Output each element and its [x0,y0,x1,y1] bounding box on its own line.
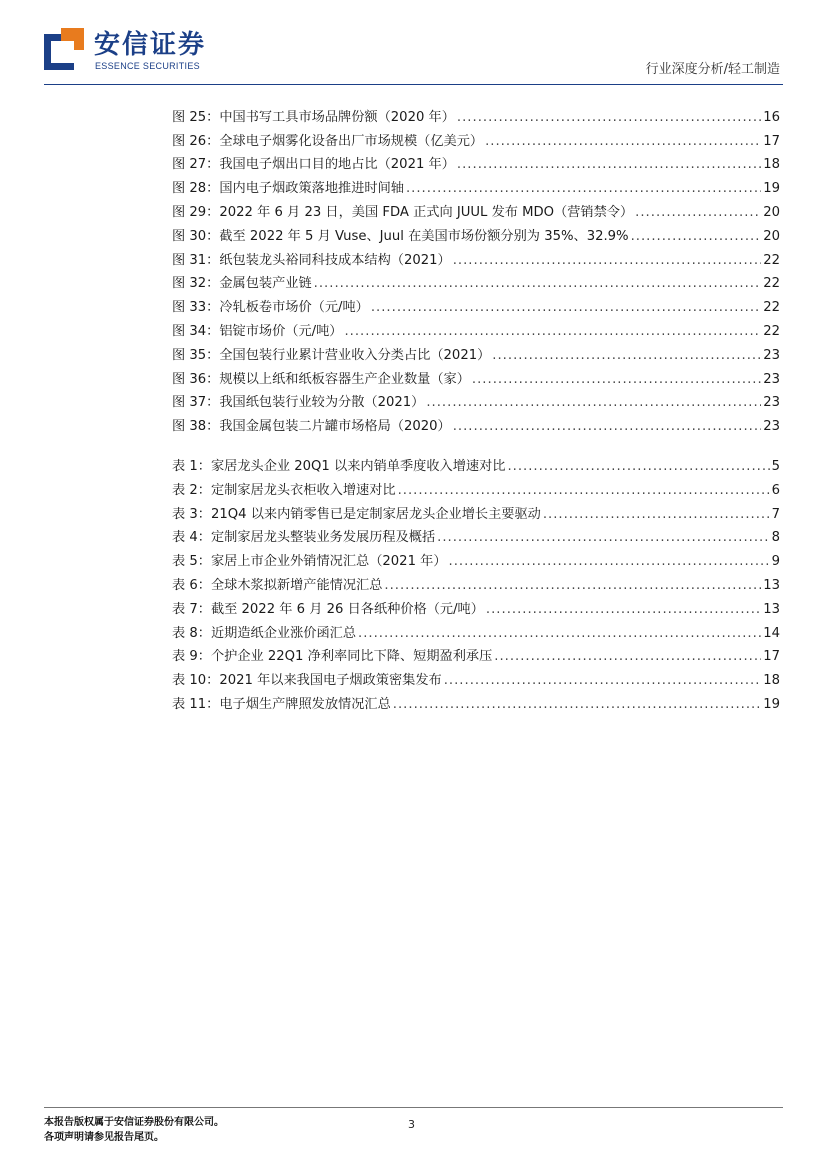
toc-entry-page: 23 [763,395,780,411]
table-toc-entry[interactable] [172,498,780,522]
figure-toc-entry[interactable] [172,291,780,315]
dot-leader [371,300,761,315]
dot-leader [453,419,761,434]
toc-entry-page: 18 [763,673,780,689]
logo-english-name: ESSENCE SECURITIES [95,61,200,71]
table-toc-entry[interactable] [172,474,780,498]
toc-entry-page: 16 [763,109,780,125]
dot-leader [486,602,761,617]
toc-entry-page: 20 [763,228,780,244]
toc-entry-title: 图 29：2022 年 6 月 23 日，美国 FDA 正式向 JUUL 发布 MDO（营销禁令） [172,204,634,220]
toc-entry-page: 13 [763,577,780,593]
figure-toc-entry[interactable] [172,363,780,387]
toc-entry-title: 表 11：电子烟生产牌照发放情况汇总 [172,696,391,712]
dot-leader [358,626,761,641]
footer-disclaimer [44,1115,224,1145]
toc-entry-page: 13 [763,601,780,617]
figure-toc-entry[interactable] [172,220,780,244]
toc-entry-page: 17 [763,133,780,149]
dot-leader [406,181,761,196]
essence-logo-mark-icon [44,28,84,70]
dot-leader [344,324,761,339]
figure-toc-entry[interactable] [172,387,780,411]
toc-entry-page: 20 [763,204,780,220]
toc-entry-title: 表 3：21Q4 以来内销零售已是定制家居龙头企业增长主要驱动 [172,506,541,522]
dot-leader [384,578,761,593]
dot-leader [472,372,761,387]
toc-entry-title: 图 35：全国包装行业累计营业收入分类占比（2021） [172,347,491,363]
toc-entry-title: 图 37：我国纸包装行业较为分散（2021） [172,395,425,411]
table-toc-entry[interactable] [172,617,780,641]
toc-entry-title: 图 25：中国书写工具市场品牌份额（2020 年） [172,109,455,125]
dot-leader [453,253,761,268]
toc-entry-page: 14 [763,625,780,641]
footer-divider [44,1107,783,1108]
toc-entry-title: 表 8：近期造纸企业涨价函汇总 [172,625,357,641]
toc-entry-page: 18 [763,157,780,173]
toc-entry-title: 表 10：2021 年以来我国电子烟政策密集发布 [172,673,442,689]
dot-leader [494,649,761,664]
table-toc-entry[interactable] [172,450,780,474]
table-toc-entry[interactable] [172,522,780,546]
dot-leader [635,205,761,220]
table-toc-entry[interactable] [172,545,780,569]
dot-leader [543,507,770,522]
dot-leader [457,157,761,172]
toc-entry-page: 19 [763,181,780,197]
dot-leader [507,459,769,474]
logo-chinese-name: 安信证券 [94,30,207,60]
figure-toc-entry[interactable] [172,315,780,339]
dot-leader [398,483,770,498]
disclaimer-reference: 各项声明请参见报告尾页。 [44,1132,164,1143]
toc-entry-page: 9 [771,554,780,570]
dot-leader [437,530,769,545]
header-divider [44,84,783,85]
toc-entry-page: 23 [763,347,780,363]
toc-entry-title: 图 34：铝锭市场价（元/吨） [172,323,343,339]
dot-leader [426,395,761,410]
toc-entry-title: 图 27：我国电子烟出口目的地占比（2021 年） [172,157,455,173]
toc-entry-title: 图 33：冷轧板卷市场价（元/吨） [172,300,369,316]
dot-leader [492,348,761,363]
figure-toc-entry[interactable] [172,244,780,268]
report-category: 行业深度分析/轻工制造 [645,62,780,77]
toc-entry-page: 8 [771,530,780,546]
tables-index [172,450,780,712]
dot-leader [485,134,761,149]
dot-leader [393,697,761,712]
table-toc-entry[interactable] [172,688,780,712]
toc-entry-page: 22 [763,276,780,292]
toc-entry-title: 图 32：金属包装产业链 [172,276,312,292]
toc-entry-page: 23 [763,419,780,435]
figure-toc-entry[interactable] [172,268,780,292]
figure-toc-entry[interactable] [172,196,780,220]
dot-leader [314,276,762,291]
toc-entry-title: 表 7：截至 2022 年 6 月 26 日各纸种价格（元/吨） [172,601,484,617]
toc-entry-page: 23 [763,371,780,387]
company-logo [44,28,207,76]
table-toc-entry[interactable] [172,593,780,617]
toc-entry-title: 图 36：规模以上纸和纸板容器生产企业数量（家） [172,371,470,387]
toc-entry-page: 22 [763,252,780,268]
toc-entry-title: 图 26：全球电子烟雾化设备出厂市场规模（亿美元） [172,133,484,149]
toc-entry-title: 图 30：截至 2022 年 5 月 Vuse、Juul 在美国市场份额分别为 35%、32.9% [172,228,629,244]
dot-leader [631,229,762,244]
figure-toc-entry[interactable] [172,410,780,434]
toc-entry-title: 表 6：全球木浆拟新增产能情况汇总 [172,577,383,593]
toc-entry-page: 22 [763,300,780,316]
figures-index [172,101,780,434]
toc-entry-page: 22 [763,323,780,339]
toc-entry-page: 7 [771,506,780,522]
figure-toc-entry[interactable] [172,101,780,125]
figure-toc-entry[interactable] [172,149,780,173]
toc-entry-title: 表 5：家居上市企业外销情况汇总（2021 年） [172,554,447,570]
page-number: 3 [408,1118,415,1131]
toc-entry-title: 表 2：定制家居龙头衣柜收入增速对比 [172,482,396,498]
dot-leader [449,554,770,569]
table-of-contents [172,101,780,712]
section-gap [172,434,780,450]
table-toc-entry[interactable] [172,664,780,688]
toc-entry-page: 5 [771,458,780,474]
figure-toc-entry[interactable] [172,339,780,363]
toc-entry-page: 17 [763,649,780,665]
toc-entry-page: 6 [771,482,780,498]
table-toc-entry[interactable] [172,569,780,593]
dot-leader [444,673,761,688]
dot-leader [457,110,761,125]
toc-entry-title: 表 9：个护企业 22Q1 净利率同比下降、短期盈利承压 [172,649,493,665]
toc-entry-page: 19 [763,696,780,712]
figure-toc-entry[interactable] [172,125,780,149]
table-toc-entry[interactable] [172,641,780,665]
figure-toc-entry[interactable] [172,172,780,196]
toc-entry-title: 表 1：家居龙头企业 20Q1 以来内销单季度收入增速对比 [172,458,506,474]
toc-entry-title: 表 4：定制家居龙头整装业务发展历程及概括 [172,530,436,546]
toc-entry-title: 图 38：我国金属包装二片罐市场格局（2020） [172,419,451,435]
toc-entry-title: 图 31：纸包装龙头裕同科技成本结构（2021） [172,252,451,268]
toc-entry-title: 图 28：国内电子烟政策落地推进时间轴 [172,181,404,197]
copyright-notice: 本报告版权属于安信证券股份有限公司。 [44,1117,224,1128]
